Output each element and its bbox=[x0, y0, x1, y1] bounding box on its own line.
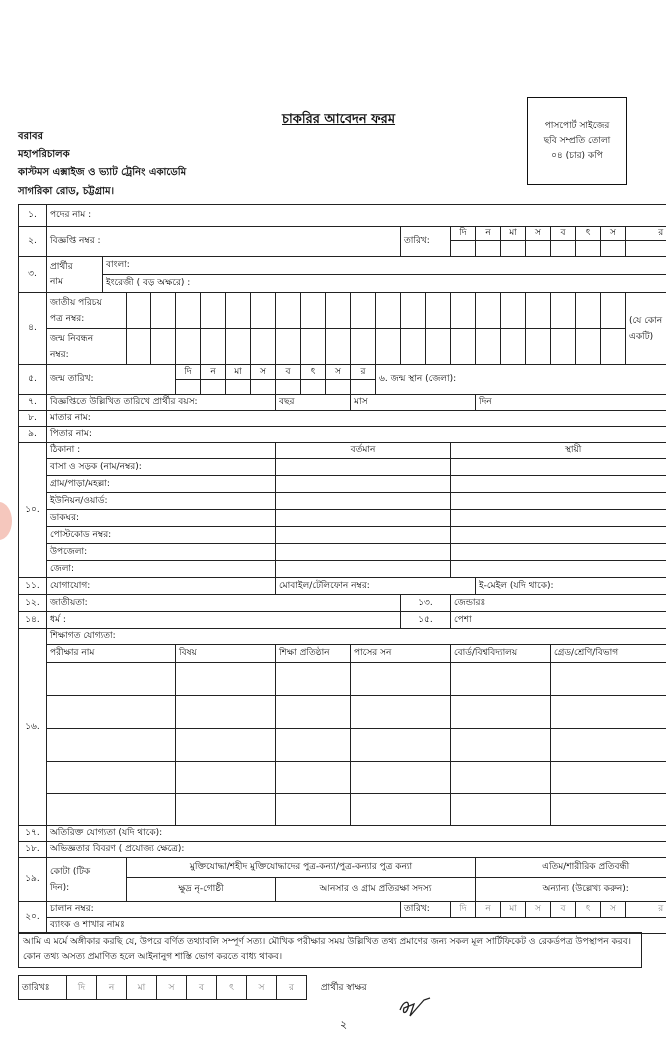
bank-branch-field[interactable]: ব্যাংক ও শাখার নামঃ bbox=[47, 918, 666, 934]
permanent-address-input[interactable] bbox=[451, 510, 666, 527]
extra-qualification-field[interactable]: অতিরিক্ত যোগ্যতা (যদি থাকে): bbox=[47, 826, 666, 842]
sign-date-cell[interactable]: ন bbox=[97, 976, 127, 1000]
any-one-note-a: (যে কোন bbox=[629, 315, 663, 326]
dob-label: জন্ম তারিখ: bbox=[47, 365, 176, 395]
birth-digit-cell[interactable] bbox=[251, 329, 276, 365]
present-address-input[interactable] bbox=[276, 493, 451, 510]
circular-date-label: তারিখ: bbox=[401, 227, 451, 257]
photo-box-line-2: ছবি সম্প্রতি তোলা bbox=[543, 135, 611, 146]
row-nationality bbox=[19, 595, 666, 612]
present-address-input[interactable] bbox=[276, 544, 451, 561]
present-address-header: বর্তমান bbox=[276, 443, 451, 459]
address-line-row bbox=[19, 510, 666, 527]
nid-digit-cell[interactable] bbox=[176, 293, 201, 329]
nid-digit-cell[interactable] bbox=[151, 293, 176, 329]
birth-digit-cell[interactable] bbox=[426, 329, 451, 365]
row-father bbox=[19, 427, 666, 443]
row-num: ৮. bbox=[19, 411, 47, 427]
photo-box bbox=[527, 97, 627, 185]
row-experience bbox=[19, 842, 666, 858]
row-num: ১২. bbox=[19, 595, 47, 612]
quota-label-a: কোটা (টিক bbox=[50, 866, 91, 877]
gender-field[interactable]: জেন্ডারঃ bbox=[451, 595, 666, 612]
row-num: ১৯. bbox=[19, 858, 47, 902]
birth-digit-cell[interactable] bbox=[151, 329, 176, 365]
challan-date-cell[interactable]: স bbox=[526, 902, 551, 918]
nid-label bbox=[47, 293, 127, 329]
handwritten-signature bbox=[396, 996, 432, 1018]
nid-digit-cell[interactable] bbox=[251, 293, 276, 329]
dob-cell[interactable]: স bbox=[326, 365, 351, 380]
age-year-field[interactable]: বছর bbox=[276, 395, 351, 411]
row-name-english bbox=[19, 275, 666, 293]
birth-digit-cell[interactable] bbox=[501, 329, 526, 365]
date-cell[interactable]: মা bbox=[501, 227, 526, 241]
row-birth-reg bbox=[19, 329, 666, 365]
any-one-note-b: একটি) bbox=[629, 331, 654, 342]
row-num: ১১. bbox=[19, 578, 47, 595]
challan-date-cell[interactable]: ৎ bbox=[576, 902, 601, 918]
photo-box-line-3: ০৪ (চার) কপি bbox=[551, 150, 603, 161]
sign-date-cell[interactable]: মা bbox=[127, 976, 157, 1000]
age-label: বিজ্ঞপ্তিতে উল্লিখিত তারিখে প্রার্থীর বয়স: bbox=[47, 395, 276, 411]
quota-label-b: দিন): bbox=[50, 882, 70, 893]
row-num: ১৮. bbox=[19, 842, 47, 858]
birth-digit-cell[interactable] bbox=[476, 329, 501, 365]
date-cell[interactable]: স bbox=[526, 227, 551, 241]
permanent-address-input[interactable] bbox=[451, 561, 666, 578]
challan-date-label: তারিখ: bbox=[401, 902, 451, 918]
address-line-label: গ্রাম/পাড়া/মহল্লা: bbox=[47, 476, 276, 493]
present-address-input[interactable] bbox=[276, 510, 451, 527]
permanent-address-input[interactable] bbox=[451, 476, 666, 493]
birth-digit-cell[interactable] bbox=[376, 329, 401, 365]
dob-cell[interactable]: ৎ bbox=[301, 365, 326, 380]
row-name bbox=[19, 257, 666, 275]
experience-field[interactable]: অভিজ্ঞতার বিবরণ ( প্রযোজ্য ক্ষেত্রে): bbox=[47, 842, 666, 858]
nid-digit-cell[interactable] bbox=[301, 293, 326, 329]
quota-label bbox=[47, 858, 127, 902]
birth-reg-label-a: জন্ম নিবন্ধন bbox=[50, 333, 94, 344]
birth-digit-cell[interactable] bbox=[401, 329, 426, 365]
applicant-name-label-b: নাম bbox=[50, 276, 63, 287]
row-circular bbox=[19, 227, 666, 241]
education-row bbox=[19, 696, 666, 729]
row-address-header bbox=[19, 443, 666, 459]
education-row bbox=[19, 663, 666, 696]
birth-digit-cell[interactable] bbox=[301, 329, 326, 365]
address-line-row bbox=[19, 544, 666, 561]
post-name-field[interactable]: পদের নাম : bbox=[47, 205, 666, 227]
row-quota bbox=[19, 858, 666, 878]
declaration-text: আমি এ মর্মে অঙ্গীকার করছি যে, উপরে বর্ণিত তথ্যাবলি সম্পূর্ণ সত্য। মৌখিক পরীক্ষার সময় উল্লিখিত তথ্য প্রমাণের জন্য সকল মূল সার্টিফিকেট ও রেকর্ডপত্র উপস্থাপন করব। কোন তথ্য অসত্য প্রমাণিত হলে আইনানুগ শাস্তি ভোগ করতে বাধ্য থাকব। bbox=[18, 932, 642, 968]
edu-header-exam: পরীক্ষার নাম bbox=[47, 645, 176, 663]
email-field[interactable]: ই-মেইল (যদি থাকে): bbox=[476, 578, 666, 595]
dob-cell[interactable]: র bbox=[351, 365, 376, 380]
row-num: ২০. bbox=[19, 902, 47, 934]
row-num: ১০. bbox=[19, 443, 47, 578]
addressee-line-4: সাগরিকা রোড, চট্টগ্রাম। bbox=[18, 186, 115, 197]
edu-header-board: বোর্ড/বিশ্ববিদ্যালয় bbox=[451, 645, 551, 663]
sign-date-cell[interactable]: স bbox=[247, 976, 277, 1000]
name-english-field[interactable]: ইংরেজী ( বড় অক্ষরে) : bbox=[103, 275, 666, 293]
nid-digit-cell[interactable] bbox=[376, 293, 401, 329]
name-bangla-field[interactable]: বাংলা: bbox=[103, 257, 666, 275]
nid-digit-cell[interactable] bbox=[276, 293, 301, 329]
quota-freedom-fighter[interactable]: মুক্তিযোদ্ধা/শহীদ মুক্তিযোদ্ধাদের পুত্র-কন্যা/পুত্র-কন্যার পুত্র কন্যা bbox=[127, 858, 476, 878]
sign-date-cell[interactable]: র bbox=[277, 976, 307, 1000]
edu-header-year: পাসের সন bbox=[351, 645, 451, 663]
row-num: ১৬. bbox=[19, 629, 47, 826]
dob-cell[interactable]: দি bbox=[176, 365, 201, 380]
dob-cell[interactable]: স bbox=[251, 365, 276, 380]
edu-header-subject: বিষয় bbox=[176, 645, 276, 663]
challan-date-cell[interactable]: স bbox=[601, 902, 626, 918]
permanent-address-input[interactable] bbox=[451, 527, 666, 544]
nid-digit-cell[interactable] bbox=[401, 293, 426, 329]
address-line-label: ডাকঘর: bbox=[47, 510, 276, 527]
row-extra-qualification bbox=[19, 826, 666, 842]
row-education-label bbox=[19, 629, 666, 645]
row-num: ৫. bbox=[19, 365, 47, 395]
religion-field[interactable]: ধর্ম : bbox=[47, 612, 401, 629]
row-nid bbox=[19, 293, 666, 329]
birth-digit-cell[interactable] bbox=[176, 329, 201, 365]
page-number: ২ bbox=[340, 1018, 348, 1031]
sign-date-cell[interactable]: ৎ bbox=[217, 976, 247, 1000]
birth-digit-cell[interactable] bbox=[201, 329, 226, 365]
nid-digit-cell[interactable] bbox=[326, 293, 351, 329]
sign-date-label: তারিখঃ bbox=[19, 976, 67, 1000]
education-label: শিক্ষাগত যোগ্যতা: bbox=[47, 629, 666, 645]
education-row bbox=[19, 762, 666, 794]
birth-reg-label-b: নম্বর: bbox=[50, 349, 69, 360]
birth-digit-cell[interactable] bbox=[226, 329, 251, 365]
date-cell[interactable]: র bbox=[626, 227, 666, 241]
row-num: ২. bbox=[19, 227, 47, 257]
row-challan bbox=[19, 902, 666, 918]
permanent-address-header: স্থায়ী bbox=[451, 443, 666, 459]
birth-digit-cell[interactable] bbox=[451, 329, 476, 365]
quota-ansar[interactable]: আনসার ও গ্রাম প্রতিরক্ষা সদস্য bbox=[276, 878, 476, 902]
nid-digit-cell[interactable] bbox=[601, 293, 626, 329]
sign-date-cell[interactable]: দি bbox=[67, 976, 97, 1000]
sign-date-cell[interactable]: স bbox=[157, 976, 187, 1000]
nid-label-a: জাতীয় পরিচয় bbox=[50, 297, 102, 308]
edu-header-grade: গ্রেড/শ্রেণি/বিভাগ bbox=[551, 645, 666, 663]
nid-digit-cell[interactable] bbox=[226, 293, 251, 329]
birth-digit-cell[interactable] bbox=[576, 329, 601, 365]
date-cell[interactable]: ন bbox=[476, 227, 501, 241]
row-mother bbox=[19, 411, 666, 427]
address-line-label: বাসা ও সড়ক (নাম/নম্বর): bbox=[47, 459, 276, 476]
row-post-name bbox=[19, 205, 666, 227]
dob-cell[interactable]: ব bbox=[276, 365, 301, 380]
nid-digit-cell[interactable] bbox=[426, 293, 451, 329]
signature-label: প্রার্থীর স্বাক্ষর bbox=[320, 983, 367, 993]
challan-date-cell[interactable]: দি bbox=[451, 902, 476, 918]
applicant-name-label bbox=[47, 257, 103, 293]
addressee-line-1: বরাবর bbox=[18, 131, 44, 142]
row-num: ৪. bbox=[19, 293, 47, 365]
row-age bbox=[19, 395, 666, 411]
birth-digit-cell[interactable] bbox=[526, 329, 551, 365]
nid-digit-cell[interactable] bbox=[501, 293, 526, 329]
permanent-address-input[interactable] bbox=[451, 493, 666, 510]
birth-digit-cell[interactable] bbox=[326, 329, 351, 365]
date-cell[interactable]: ব bbox=[551, 227, 576, 241]
address-line-row bbox=[19, 459, 666, 476]
row-dob bbox=[19, 365, 666, 380]
challan-date-cell[interactable]: মা bbox=[501, 902, 526, 918]
date-cell[interactable]: স bbox=[601, 227, 626, 241]
permanent-address-input[interactable] bbox=[451, 459, 666, 476]
nid-digit-cell[interactable] bbox=[526, 293, 551, 329]
photo-box-line-1: পাসপোর্ট সাইজের bbox=[544, 120, 610, 131]
permanent-address-input[interactable] bbox=[451, 544, 666, 561]
address-line-label: ইউনিয়ন/ওয়ার্ড: bbox=[47, 493, 276, 510]
red-stamp-mark bbox=[0, 502, 12, 540]
nid-digit-cell[interactable] bbox=[551, 293, 576, 329]
quota-orphan-disabled[interactable]: এতিম/শারীরিক প্রতিবন্ধী bbox=[476, 858, 666, 878]
row-num: ৯. bbox=[19, 427, 47, 443]
dob-cell[interactable]: মা bbox=[226, 365, 251, 380]
row-num: ১. bbox=[19, 205, 47, 227]
address-line-label: উপজেলা: bbox=[47, 544, 276, 561]
contact-label: যোগাযোগ: bbox=[47, 578, 276, 595]
address-line-row bbox=[19, 561, 666, 578]
present-address-input[interactable] bbox=[276, 459, 451, 476]
address-line-row bbox=[19, 476, 666, 493]
challan-date-cell[interactable]: র bbox=[626, 902, 666, 918]
dob-cell[interactable]: ন bbox=[201, 365, 226, 380]
education-row bbox=[19, 794, 666, 826]
row-religion bbox=[19, 612, 666, 629]
form-title: চাকরির আবেদন ফরম bbox=[282, 112, 396, 127]
occupation-field[interactable]: পেশা bbox=[451, 612, 666, 629]
challan-date-cell[interactable]: ব bbox=[551, 902, 576, 918]
challan-date-cell[interactable]: ন bbox=[476, 902, 501, 918]
nid-label-b: পত্র নম্বর: bbox=[50, 313, 85, 324]
circular-number-field[interactable]: বিজ্ঞপ্তি নম্বর : bbox=[47, 227, 401, 257]
nid-digit-cell[interactable] bbox=[576, 293, 601, 329]
quota-ethnic[interactable]: ক্ষুদ্র নৃ-গোষ্ঠী bbox=[127, 878, 276, 902]
age-month-field[interactable]: মাস bbox=[351, 395, 476, 411]
mobile-field[interactable]: মোবাইল/টেলিফোন নম্বর: bbox=[276, 578, 476, 595]
sign-date-cell[interactable]: ব bbox=[187, 976, 217, 1000]
row-num: ৭. bbox=[19, 395, 47, 411]
nid-digit-cell[interactable] bbox=[451, 293, 476, 329]
row-num: ১৪. bbox=[19, 612, 47, 629]
addressee-line-3: কাস্টমস এক্সাইজ ও ভ্যাট ট্রেনিং একাডেমি bbox=[18, 167, 187, 178]
any-one-note bbox=[626, 293, 666, 365]
birth-digit-cell[interactable] bbox=[127, 329, 151, 365]
father-name-field[interactable]: পিতার নাম: bbox=[47, 427, 666, 443]
present-address-input[interactable] bbox=[276, 527, 451, 544]
address-line-row bbox=[19, 527, 666, 544]
address-line-row bbox=[19, 493, 666, 510]
nid-digit-cell[interactable] bbox=[201, 293, 226, 329]
nid-digit-cell[interactable] bbox=[351, 293, 376, 329]
education-header-row bbox=[19, 645, 666, 663]
address-label: ঠিকানা : bbox=[47, 443, 276, 459]
row-num: ১৩. bbox=[401, 595, 451, 612]
applicant-name-label-a: প্রার্থীর bbox=[50, 261, 73, 272]
nid-digit-cell[interactable] bbox=[127, 293, 151, 329]
nationality-field[interactable]: জাতীয়তা: bbox=[47, 595, 401, 612]
age-day-field[interactable]: দিন bbox=[476, 395, 666, 411]
birth-digit-cell[interactable] bbox=[601, 329, 626, 365]
birth-digit-cell[interactable] bbox=[351, 329, 376, 365]
address-line-label: পোস্টকোড নম্বর: bbox=[47, 527, 276, 544]
birthplace-field[interactable]: ৬. জন্ম স্থান (জেলা): bbox=[376, 365, 666, 395]
education-row bbox=[19, 729, 666, 762]
present-address-input[interactable] bbox=[276, 476, 451, 493]
date-cell[interactable]: ৎ bbox=[576, 227, 601, 241]
row-num: ৩. bbox=[19, 257, 47, 293]
row-num: ১৭. bbox=[19, 826, 47, 842]
nid-digit-cell[interactable] bbox=[476, 293, 501, 329]
addressee-line-2: মহাপরিচালক bbox=[18, 149, 70, 160]
edu-header-institution: শিক্ষা প্রতিষ্ঠান bbox=[276, 645, 351, 663]
birth-reg-label bbox=[47, 329, 127, 365]
birth-digit-cell[interactable] bbox=[276, 329, 301, 365]
row-contact bbox=[19, 578, 666, 595]
present-address-input[interactable] bbox=[276, 561, 451, 578]
challan-number-field[interactable]: চালান নম্বর: bbox=[47, 902, 401, 918]
quota-other[interactable]: অন্যান্য (উল্লেখ্য করুন): bbox=[476, 878, 666, 902]
mother-name-field[interactable]: মাতার নাম: bbox=[47, 411, 666, 427]
application-form-table bbox=[18, 204, 666, 934]
signature-row bbox=[18, 975, 381, 1000]
birth-digit-cell[interactable] bbox=[551, 329, 576, 365]
address-line-label: জেলা: bbox=[47, 561, 276, 578]
row-num: ১৫. bbox=[401, 612, 451, 629]
date-cell[interactable]: দি bbox=[451, 227, 476, 241]
